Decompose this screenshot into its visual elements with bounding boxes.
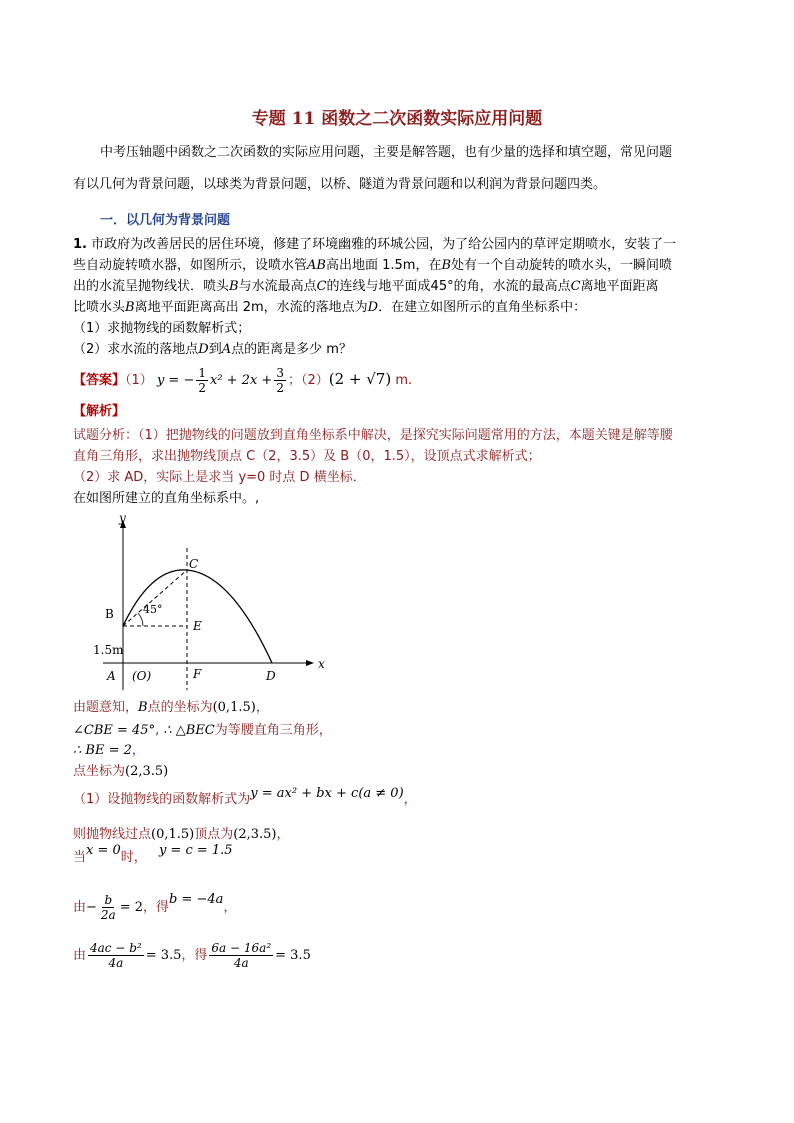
solution-line-9 [73,938,311,974]
fraction [209,941,273,970]
answer-part-2: (2 + √7) [328,370,392,388]
solution-text: ， [255,700,269,715]
fraction-denominator: 4a [108,956,124,970]
label-c: C [189,557,199,571]
solution-text: 由题意知， [73,700,139,715]
math-equation: x = 0 [86,843,121,858]
label-b: B [105,607,114,621]
answer-label: 【答案】 [73,373,126,388]
math-c: C [570,279,581,294]
math-point: (2,3.5) [125,764,169,779]
solution-text: ，得 [181,948,208,963]
math-equation: y = ax² + bx + c(a ≠ 0) [250,786,404,801]
fraction-denominator: 2 [198,381,206,395]
math-equation: = 2 [119,900,144,915]
solution-text: 时， [120,850,147,865]
fraction-numerator: 6a − 16a² [211,941,272,955]
fraction-denominator: 2a [100,908,116,922]
solution-text: 点的坐标为 [147,700,213,715]
solution-text: 由 [73,948,87,963]
solution-text: 当 [73,850,87,865]
math-b: B [441,258,452,273]
math-angle: ∠CBE = 45° [73,723,156,738]
math-d: D [198,342,209,357]
solution-line-6 [73,826,290,844]
problem-text: （2）求水流的落地点 [73,342,199,357]
solution-text: 由 [73,900,87,915]
problem-line-4 [73,299,586,317]
analysis-line-4: 在如图所建立的直角坐标系中。, [73,491,260,506]
problem-line-3 [73,278,659,296]
analysis-line-2: 直角三角形，求出抛物线顶点 C（2，3.5）及 B（0，1.5），设顶点式求解析式； [73,449,541,464]
analysis-label: 【解析】 [73,404,126,419]
solution-text: 顶点为 [194,827,234,842]
math-ab: AB [307,258,326,273]
math-equation: y = c = 1.5 [158,843,233,858]
solution-text: ，得 [143,900,170,915]
solution-text: （1）设抛物线的函数解析式为 [73,792,251,807]
problem-text: ．在建立如图所示的直角坐标系中： [378,300,587,315]
problem-text: 高出地面 1.5m，在 [325,258,442,273]
problem-text: 离地平面距离高出 2m，水流的落地点为 [134,300,368,315]
fraction [99,893,118,922]
x-axis-label: x [318,657,325,671]
math-equation: = 3.5 [145,948,182,963]
fraction-numerator: 4ac − b² [90,941,142,955]
solution-text: ， [223,900,237,915]
math-b: B [138,700,148,715]
solution-line-3 [73,742,145,760]
solution-line-8 [73,890,236,926]
math-equation: b = −4a [169,892,224,907]
problem-line-2 [73,257,672,275]
label-f: F [193,667,202,681]
problem-text: 点的距离是多少 m？ [231,342,352,357]
problem-text: 离地平面距离 [580,279,659,294]
answer-equation: x² + 2x + [209,373,273,388]
question-2 [73,341,352,359]
problem-text: 与水流最高点 [238,279,317,294]
fraction-numerator: 1 [198,366,206,380]
solution-text: 则抛物线过点 [73,827,152,842]
math-be: ∴ BE = 2 [73,743,132,758]
fraction-numerator: 3 [276,366,284,380]
answer-line [73,363,412,397]
section-heading: 一．以几何为背景问题 [100,213,231,228]
math-point: (0,1.5) [151,827,195,842]
math-a: A [221,342,232,357]
intro-line-2: 有以几何为背景问题，以球类为背景问题，以桥、隧道为背景问题和以利润为背景问题四类。 [73,177,607,192]
problem-text: 出的水流呈抛物线状．喷头 [73,279,230,294]
math-d: D [367,300,379,315]
solution-text: ， [403,792,417,807]
solution-text: ， [276,827,290,842]
question-1: （1）求抛物线的函数解析式； [73,321,251,336]
solution-line-5 [73,786,417,809]
solution-line-7 [73,843,233,867]
intro-line-1: 中考压轴题中函数之二次函数的实际应用问题，主要是解答题，也有少量的选择和填空题，常见问题 [100,145,673,160]
fraction [88,941,144,970]
fraction-denominator: 2 [276,381,284,395]
label-o: (O) [132,669,152,683]
label-e: E [193,619,202,633]
answer-part-1: （1） [125,373,153,388]
analysis-line-3: （2）求 AD，实际上是求当 y=0 时点 D 横坐标． [73,470,366,485]
label-d: D [266,669,276,683]
solution-line-2: ∠CBE = 45°, ∴ △BEC为等腰直角三角形， [73,723,332,738]
math-b: B [125,300,135,315]
fraction [196,366,208,395]
problem-text: 处有一个自动旋转的喷水头，一瞬间喷 [451,258,673,273]
x-axis-arrow [306,660,314,666]
problem-line-1 [73,236,676,254]
solution-text: ， [131,743,145,758]
parabola-curve [123,570,272,663]
answer-equation: y = − [156,373,195,388]
math-point: (0,1.5) [212,700,256,715]
fraction [274,366,286,395]
math-triangle: ∴ △BEC [163,723,215,738]
parabola-figure [85,510,345,695]
problem-text: 的连线与地平面成45°的角，水流的最高点 [326,279,571,294]
angle-label: 45° [143,603,163,616]
answer-separator: ；（2） [287,373,329,388]
fraction-numerator: b [104,893,113,907]
fraction-denominator: 4a [233,956,249,970]
problem-text: 市政府为改善居民的居住环境，修建了环境幽雅的环城公园，为了给公园内的草评定期喷水，安装了一 [91,237,677,252]
y-axis-label: y [119,511,126,525]
solution-line-4 [73,763,168,781]
label-a: A [107,669,116,683]
problem-text: 到 [208,342,222,357]
math-b: B [229,279,239,294]
answer-unit: m. [395,373,413,388]
height-label: 1.5m [93,643,124,657]
math-point: (2,3.5) [233,827,277,842]
solution-text: 为等腰直角三角形， [214,723,332,738]
math-minus: − [86,900,97,915]
math-c: C [316,279,327,294]
analysis-line-1: 试题分析：（1）把抛物线的问题放到直角坐标系中解决，是探究实际问题常用的方法，本题关键是解等腰 [73,428,673,443]
bc-dashed-line [123,570,187,626]
page-title: 专题 11 函数之二次函数实际应用问题 [251,109,543,129]
problem-text: 些自动旋转喷水器，如图所示，设喷水管 [73,258,308,273]
solution-text: 点坐标为 [73,764,126,779]
solution-line-1 [73,699,269,717]
math-equation: = 3.5 [275,948,311,963]
problem-number: 1. [73,237,87,252]
problem-text: 比喷水头 [73,300,126,315]
